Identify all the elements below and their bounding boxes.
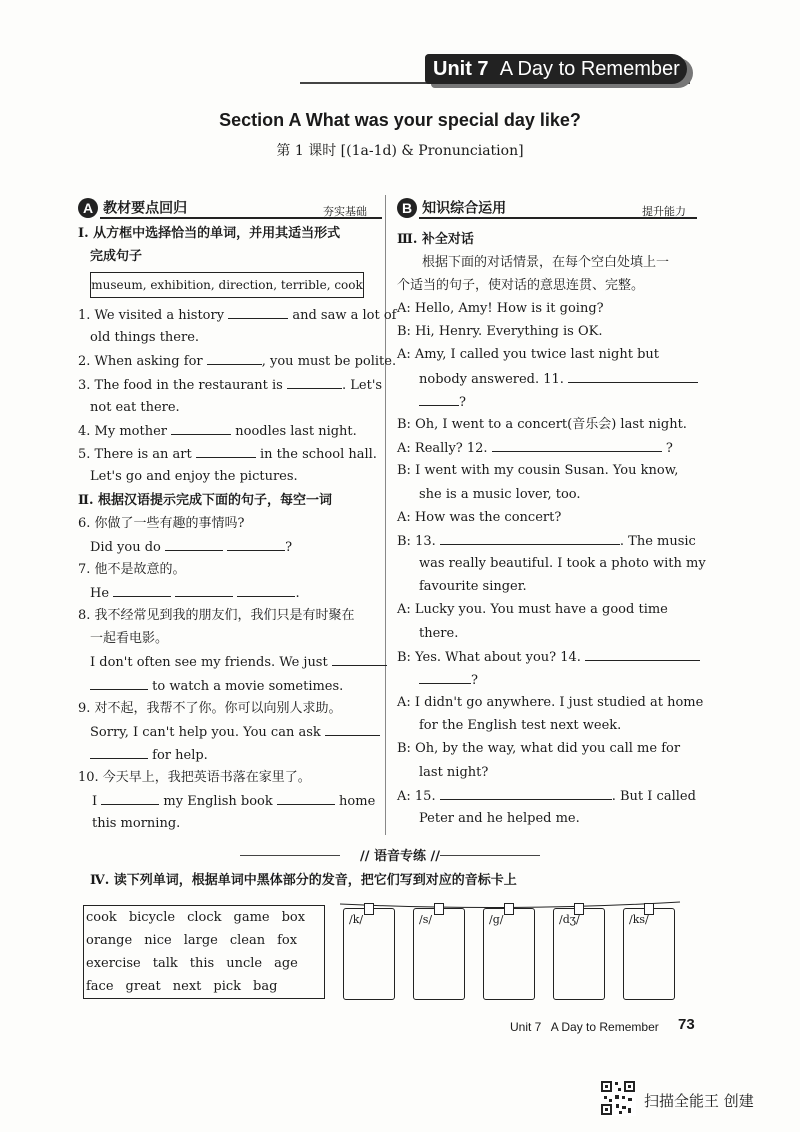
lesson-title: 第 1 课时 [(1a-1d) & Pronunciation] bbox=[276, 143, 524, 159]
column-divider bbox=[385, 195, 386, 835]
blank[interactable] bbox=[325, 723, 380, 736]
blank[interactable] bbox=[90, 677, 148, 690]
blank[interactable] bbox=[227, 538, 285, 551]
blank[interactable] bbox=[171, 422, 231, 435]
blank[interactable] bbox=[175, 584, 233, 597]
page-number: 73 bbox=[678, 1016, 695, 1033]
phonetic-card-dz[interactable]: /dʒ/ bbox=[553, 908, 605, 1000]
part3-instruction-cont: 个适当的句子，使对话的意思连贯、完整。 bbox=[397, 278, 645, 293]
section-title: Section A What was your special day like? bbox=[219, 110, 581, 130]
blank[interactable] bbox=[90, 746, 148, 759]
word-grid bbox=[83, 905, 325, 999]
grid-row: cook bicycle clock game box bbox=[86, 910, 306, 925]
blank[interactable] bbox=[165, 538, 223, 551]
dialogue-line: Peter and he helped me. bbox=[419, 811, 580, 826]
dialogue-line: A: 15. . But I called bbox=[397, 789, 696, 804]
dialogue-line: A: I didn't go anywhere. I just studied at home bbox=[397, 695, 704, 710]
dialogue-line: B: Yes. What about you? 14. bbox=[397, 648, 700, 667]
blank-14-cont[interactable] bbox=[419, 671, 471, 684]
question-8-cn: 8. 我不经常见到我的朋友们，我们只是有时聚在 bbox=[78, 608, 355, 623]
dialogue-line: A: How was the concert? bbox=[397, 510, 562, 525]
blank[interactable] bbox=[277, 792, 335, 805]
blank[interactable] bbox=[237, 584, 295, 597]
question-7: He . bbox=[90, 586, 300, 601]
unit-number: Unit 7 bbox=[433, 58, 489, 80]
clip-icon bbox=[504, 903, 514, 915]
qr-code-icon bbox=[600, 1080, 636, 1116]
part3-instruction: 根据下面的对话情景，在每个空白处填上一 bbox=[422, 255, 670, 270]
dialogue-line: A: Amy, I called you twice last night but bbox=[397, 347, 659, 362]
blank-11-cont[interactable] bbox=[419, 393, 459, 406]
question-7-cn: 7. 他不是故意的。 bbox=[78, 562, 186, 577]
part1-title-cont: 完成句子 bbox=[90, 249, 143, 264]
dialogue-line: she is a music lover, too. bbox=[419, 487, 581, 502]
question-4: 4. My mother noodles last night. bbox=[78, 424, 357, 439]
dialogue-line: A: Hello, Amy! How is it going? bbox=[397, 301, 604, 316]
dialogue-line: B: Oh, by the way, what did you call me for bbox=[397, 741, 681, 756]
left-column-header bbox=[78, 197, 378, 219]
question-10-cont: this morning. bbox=[92, 816, 181, 831]
right-header-tag: 提升能力 bbox=[642, 205, 686, 218]
dialogue-line: was really beautiful. I took a photo with my bbox=[419, 556, 706, 571]
scanner-watermark: 扫描全能王 创建 bbox=[644, 1092, 754, 1110]
part3-title: Ⅲ. 补全对话 bbox=[397, 232, 474, 247]
blank[interactable] bbox=[228, 306, 288, 319]
blank[interactable] bbox=[207, 352, 262, 365]
question-3: 3. The food in the restaurant is . Let's bbox=[78, 378, 383, 393]
question-10-cn: 10. 今天早上，我把英语书落在家里了。 bbox=[78, 770, 311, 785]
part4-title: Ⅳ. 读下列单词，根据单词中黑体部分的发音，把它们写到对应的音标卡上 bbox=[90, 873, 517, 888]
part2-title: Ⅱ. 根据汉语提示完成下面的句子，每空一词 bbox=[78, 493, 333, 508]
phonetic-card-k[interactable]: /k/ bbox=[343, 908, 395, 1000]
blank[interactable] bbox=[113, 584, 171, 597]
question-9-cont: for help. bbox=[90, 746, 208, 765]
blank[interactable] bbox=[287, 376, 342, 389]
right-header-title: 知识综合运用 bbox=[422, 200, 507, 217]
dialogue-line: A: Really? 12. ? bbox=[397, 441, 673, 456]
question-3-cont: not eat there. bbox=[90, 400, 180, 415]
dialogue-line: ? bbox=[419, 393, 466, 412]
dialogue-line: last night? bbox=[419, 765, 489, 780]
question-10: I my English book home bbox=[92, 794, 376, 809]
question-9: Sorry, I can't help you. You can ask bbox=[90, 723, 380, 742]
dialogue-line: A: Lucky you. You must have a good time bbox=[397, 602, 668, 617]
clip-icon bbox=[434, 903, 444, 915]
unit-title: A Day to Remember bbox=[499, 58, 680, 80]
blank-11[interactable] bbox=[568, 370, 698, 383]
dialogue-line: B: Hi, Henry. Everything is OK. bbox=[397, 324, 603, 339]
question-9-cn: 9. 对不起，我帮不了你。你可以向别人求助。 bbox=[78, 701, 342, 716]
phonetic-card-g[interactable]: /g/ bbox=[483, 908, 535, 1000]
question-5: 5. There is an art in the school hall. bbox=[78, 447, 377, 462]
question-6: Did you do ? bbox=[90, 540, 293, 555]
blank-13[interactable] bbox=[440, 532, 620, 545]
blank[interactable] bbox=[332, 653, 387, 666]
blank-12[interactable] bbox=[492, 439, 662, 452]
grid-row: exercise talk this uncle age bbox=[86, 956, 298, 971]
part1-title: Ⅰ. 从方框中选择恰当的单词，并用其适当形式 bbox=[78, 226, 341, 241]
question-5-cont: Let's go and enjoy the pictures. bbox=[90, 469, 298, 484]
question-8-cn-cont: 一起看电影。 bbox=[90, 631, 169, 646]
blank[interactable] bbox=[101, 792, 159, 805]
phonetic-card-s[interactable]: /s/ bbox=[413, 908, 465, 1000]
word-box: museum, exhibition, direction, terrible, cook bbox=[90, 272, 364, 298]
grid-row: orange nice large clean fox bbox=[86, 933, 298, 948]
dialogue-line: nobody answered. 11. bbox=[419, 370, 698, 389]
footer-unit: Unit 7 A Day to Remember bbox=[510, 1020, 659, 1034]
dialogue-line: B: Oh, I went to a concert(音乐会) last night. bbox=[397, 417, 687, 432]
blank-15[interactable] bbox=[440, 787, 612, 800]
badge-a-icon: A bbox=[78, 198, 98, 218]
blank[interactable] bbox=[196, 445, 256, 458]
right-column-header bbox=[397, 197, 697, 219]
dialogue-line: B: 13. . The music bbox=[397, 534, 696, 549]
dialogue-line: favourite singer. bbox=[419, 579, 527, 594]
dialogue-line: there. bbox=[419, 626, 459, 641]
question-8: I don't often see my friends. We just bbox=[90, 653, 387, 672]
question-1: 1. We visited a history and saw a lot of bbox=[78, 308, 397, 323]
blank-14[interactable] bbox=[585, 648, 700, 661]
question-2: 2. When asking for , you must be polite. bbox=[78, 354, 397, 369]
badge-b-icon: B bbox=[397, 198, 417, 218]
question-8-cont: to watch a movie sometimes. bbox=[90, 677, 343, 696]
phonetics-header: // 语音专练 // bbox=[359, 849, 441, 864]
dialogue-line: B: I went with my cousin Susan. You know, bbox=[397, 463, 679, 478]
question-1-cont: old things there. bbox=[90, 330, 200, 345]
phonetic-card-ks[interactable]: /ks/ bbox=[623, 908, 675, 1000]
dialogue-line: ? bbox=[419, 671, 478, 690]
clip-icon bbox=[364, 903, 374, 915]
question-6-cn: 6. 你做了一些有趣的事情吗? bbox=[78, 516, 245, 531]
left-header-tag: 夯实基础 bbox=[323, 205, 367, 218]
unit-banner bbox=[425, 54, 687, 84]
dialogue-line: for the English test next week. bbox=[419, 718, 622, 733]
left-header-title: 教材要点回归 bbox=[103, 200, 188, 217]
grid-row: face great next pick bag bbox=[86, 979, 278, 994]
